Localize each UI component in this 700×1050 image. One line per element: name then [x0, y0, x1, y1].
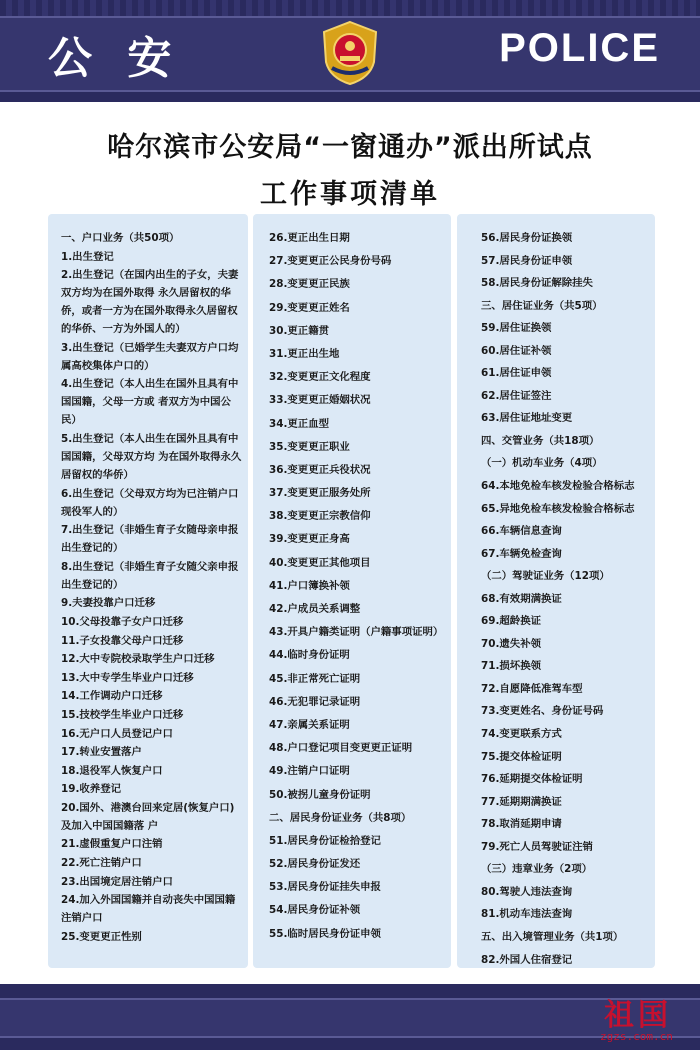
list-item: 52.居民身份证发还: [269, 858, 361, 871]
list-item: 32.变更更正文化程度: [269, 371, 371, 384]
list-column-1: [48, 214, 248, 968]
footer-inner-band: [0, 998, 700, 1038]
list-item: 70.遗失补领: [481, 637, 541, 650]
list-item: 81.机动车违法查询: [481, 908, 573, 921]
list-item: 33.变更更正婚姻状况: [269, 394, 371, 407]
list-item: 15.技校学生毕业户口迁移: [61, 708, 184, 721]
list-item: 11.子女投靠父母户口迁移: [61, 634, 184, 647]
list-item: 42.户成员关系调整: [269, 603, 361, 615]
list-item: 50.被拐儿童身份证明: [269, 788, 371, 801]
list-item: 51.居民身份证检拾登记: [269, 834, 381, 847]
header-right-text: POLICE: [499, 26, 660, 70]
list-item: 13.大中专学生毕业户口迁移: [61, 671, 194, 684]
list-item: 8.出生登记（非婚生育子女随父亲申报出生登记的）: [61, 560, 239, 591]
list-item: 五、出入境管理业务（共1项）: [481, 930, 624, 943]
list-item: 16.无户口人员登记户口: [61, 727, 173, 740]
list-item: （三）违章业务（2项）: [481, 863, 593, 876]
list-item: 14.工作调动户口迁移: [61, 690, 163, 703]
list-item: 57.居民身份证申领: [481, 254, 573, 267]
list-item: 82.外国人住宿登记: [481, 953, 573, 966]
list-item: 23.出国境定居注销户口: [61, 875, 173, 888]
list-item: 45.非正常死亡证明: [269, 672, 361, 685]
list-item: 61.居住证申领: [481, 367, 552, 380]
list-item: 41.户口簿换补领: [269, 579, 350, 592]
list-item: 4.出生登记（本人出生在国外且具有中国国籍，父母一方或 者双方为中国公民）: [61, 378, 239, 427]
list-item: 71.损坏换领: [481, 660, 541, 673]
list-item: 76.延期提交体检证明: [481, 773, 583, 786]
list-item: （一）机动车业务（4项）: [481, 457, 603, 470]
list-item: 28.变更更正民族: [269, 278, 350, 291]
list-item: 38.变更更正宗教信仰: [269, 510, 371, 523]
list-item: 60.居住证补领: [481, 344, 552, 357]
list-item: 46.无犯罪记录证明: [269, 695, 361, 708]
list-item: 18.退役军人恢复户口: [61, 764, 163, 777]
list-item: 62.居住证签注: [481, 389, 552, 402]
list-item: 80.驾驶人违法查询: [481, 885, 573, 898]
list-item: 26.更正出生日期: [269, 232, 350, 244]
list-item: 39.变更更正身高: [269, 533, 350, 546]
list-item: 66.车辆信息查询: [481, 525, 562, 538]
list-item: （二）驾驶证业务（12项）: [481, 570, 610, 583]
list-item: 10.父母投靠子女户口迁移: [61, 615, 184, 628]
list-item: 77.延期期满换证: [481, 795, 562, 808]
page-title-line1: 哈尔滨市公安局“一窗通办”派出所试点: [107, 132, 593, 163]
list-item: 55.临时居民身份证申领: [269, 927, 381, 940]
list-item: 48.户口登记项目变更更正证明: [269, 742, 413, 755]
list-item: 9.夫妻投靠户口迁移: [61, 597, 156, 610]
list-item: 75.提交体检证明: [481, 750, 562, 763]
list-item: 20.国外、港澳台回来定居(恢复户口)及加入中国国籍落 户: [61, 801, 235, 832]
list-item: 29.变更更正姓名: [269, 301, 350, 314]
list-item: 6.出生登记（父母双方均为已注销户口现役军人的）: [61, 487, 239, 518]
list-item: 36.变更更正兵役状况: [269, 463, 371, 476]
list-column-3: [457, 214, 655, 968]
list-item: 22.死亡注销户口: [61, 857, 142, 870]
list-item: 5.出生登记（本人出生在国外且具有中国国籍，父母双方均 为在国外取得永久居留权的华侨）: [61, 432, 242, 481]
list-item: 7.出生登记（非婚生育子女随母亲申报出生登记的）: [61, 524, 239, 555]
list-item: 1.出生登记: [61, 250, 114, 263]
list-item: 27.变更更正公民身份号码: [269, 255, 392, 268]
list-item: 72.自愿降低准驾车型: [481, 682, 583, 695]
page-title-line2: 工作事项清单: [260, 179, 440, 210]
list-item: 58.居民身份证解除挂失: [481, 277, 593, 290]
list-column-2: [253, 214, 451, 968]
list-item: 53.居民身份证挂失申报: [269, 881, 381, 894]
list-item: 73.变更姓名、身份证号码: [481, 705, 604, 718]
list-item: 35.变更更正职业: [269, 440, 350, 453]
list-item: 25.变更更正性别: [61, 930, 142, 943]
watermark-url: zgzs.com.cn: [600, 1030, 673, 1043]
list-item: 17.转业安置落户: [61, 746, 142, 759]
list-item: 74.变更联系方式: [481, 728, 562, 741]
list-item: 34.更正血型: [269, 417, 329, 430]
list-item: 54.居民身份证补领: [269, 904, 361, 917]
list-item: 40.变更更正其他项目: [269, 556, 371, 569]
list-item: 67.车辆免检查询: [481, 547, 562, 560]
list-item: 21.虚假重复户口注销: [61, 838, 163, 851]
list-item: 二、居民身份证业务（共8项）: [269, 811, 412, 824]
list-item: 47.亲属关系证明: [269, 718, 350, 731]
list-item: 65.异地免检车核发检验合格标志: [481, 502, 635, 515]
list-item: 三、居住证业务（共5项）: [481, 299, 603, 312]
header-band: [0, 0, 700, 102]
list-item: 79.死亡人员驾驶证注销: [481, 840, 593, 853]
watermark-logo: 祖国: [604, 998, 672, 1033]
list-item: 44.临时身份证明: [269, 649, 350, 662]
list-item: 56.居民身份证换领: [481, 232, 573, 244]
list-item: 43.开具户籍类证明（户籍事项证明）: [269, 626, 444, 639]
list-item: 49.注销户口证明: [269, 765, 350, 778]
list-item: 3.出生登记（已婚学生夫妻双方户口均属高校集体户口的）: [61, 341, 239, 372]
list-item: 2.出生登记（在国内出生的子女，夫妻双方均为在国外取得 永久居留权的华侨，或者一方为在国外取得永久居留权的华侨、一方为外国人的）: [61, 269, 239, 336]
list-item: 24.加入外国国籍并自动丧失中国国籍注销户口: [61, 894, 236, 925]
list-item: 30.更正籍贯: [269, 324, 329, 337]
list-item: 四、交管业务（共18项）: [481, 434, 600, 447]
header-left-text: 公 安: [48, 33, 182, 84]
police-emblem-icon: [318, 20, 382, 86]
list-item: 31.更正出生地: [269, 347, 340, 360]
list-item: 63.居住证地址变更: [481, 412, 573, 425]
list-item: 一、户口业务（共50项）: [61, 232, 180, 244]
list-item: 12.大中专院校录取学生户口迁移: [61, 653, 215, 666]
header-stripes: [0, 0, 700, 16]
list-item: 19.收养登记: [61, 783, 121, 796]
list-item: 78.取消延期申请: [481, 818, 562, 831]
list-item: 68.有效期满换证: [481, 592, 562, 605]
list-item: 37.变更更正服务处所: [269, 487, 371, 500]
list-item: 59.居住证换领: [481, 322, 552, 335]
list-item: 69.超龄换证: [481, 615, 541, 628]
list-item: 64.本地免检车核发检验合格标志: [481, 480, 635, 493]
